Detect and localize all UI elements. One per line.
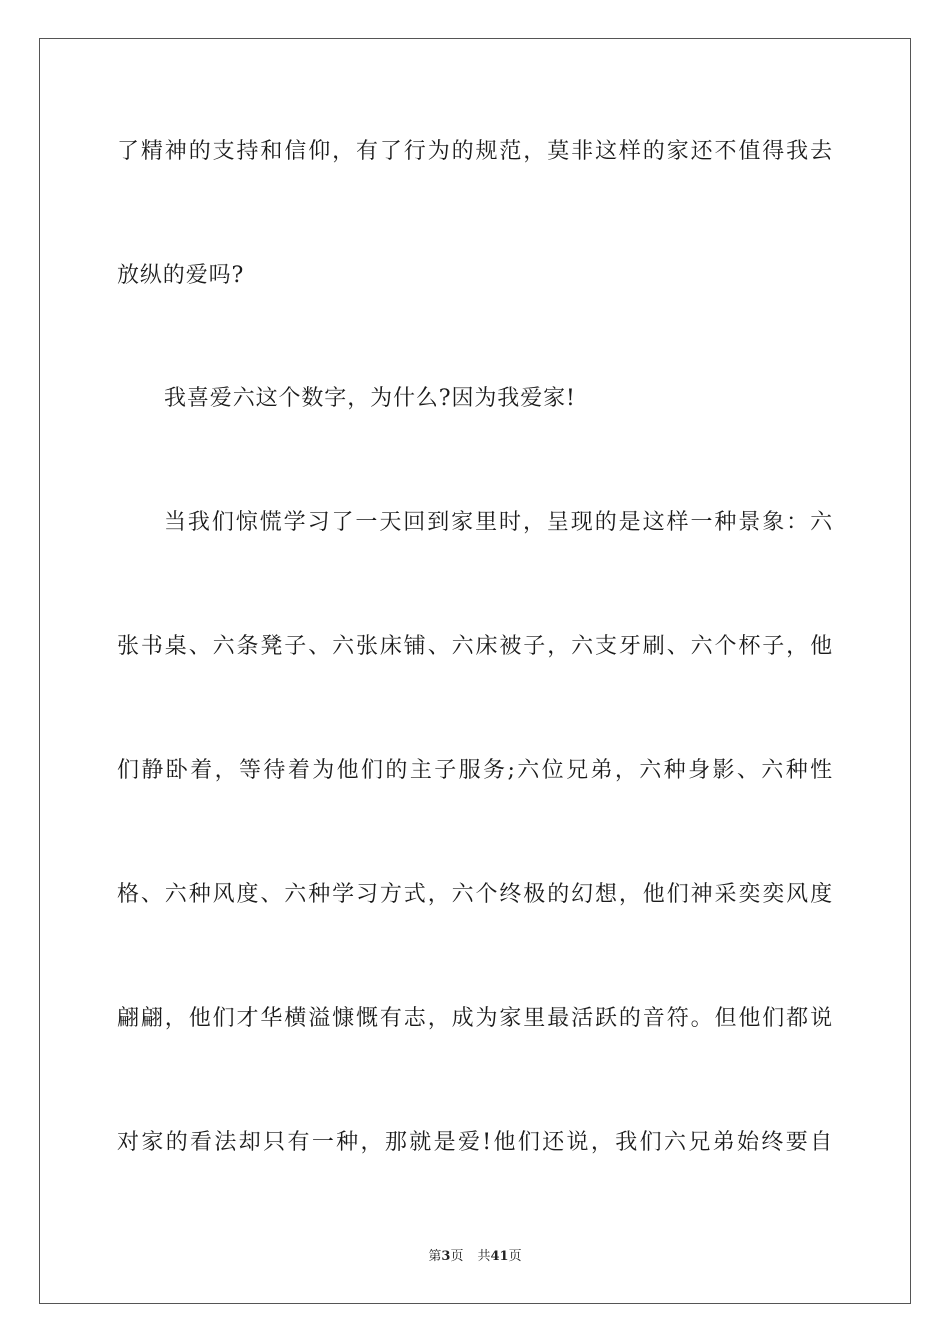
current-page-number: 3: [441, 1249, 451, 1264]
total-page-count: 41: [490, 1249, 509, 1264]
page-footer: [0, 1248, 950, 1266]
paragraph-line: 当我们惊慌学习了一天回到家里时，呈现的是这样一种景象：六: [164, 510, 833, 535]
page-prefix: 第: [428, 1249, 442, 1264]
page-suffix: 页: [450, 1249, 464, 1264]
paragraph-line: 格、六种风度、六种学习方式，六个终极的幻想，他们神采奕奕风度: [117, 882, 833, 907]
total-prefix: 共: [477, 1249, 491, 1264]
paragraph-line: 翩翩，他们才华横溢慷慨有志，成为家里最活跃的音符。但他们都说: [117, 1006, 833, 1031]
paragraph-line: 对家的看法却只有一种，那就是爱!他们还说，我们六兄弟始终要自: [117, 1130, 833, 1155]
page-border: [39, 38, 911, 1304]
paragraph-line: 放纵的爱吗?: [117, 263, 245, 288]
paragraph-line: 们静卧着，等待着为他们的主子服务;六位兄弟，六种身影、六种性: [117, 758, 833, 783]
paragraph-line: 张书桌、六条凳子、六张床铺、六床被子，六支牙刷、六个杯子，他: [117, 634, 833, 659]
total-suffix: 页: [508, 1249, 522, 1264]
paragraph-line: 了精神的支持和信仰，有了行为的规范，莫非这样的家还不值得我去: [117, 139, 833, 164]
paragraph-line: 我喜爱六这个数字，为什么?因为我爱家!: [164, 386, 576, 411]
